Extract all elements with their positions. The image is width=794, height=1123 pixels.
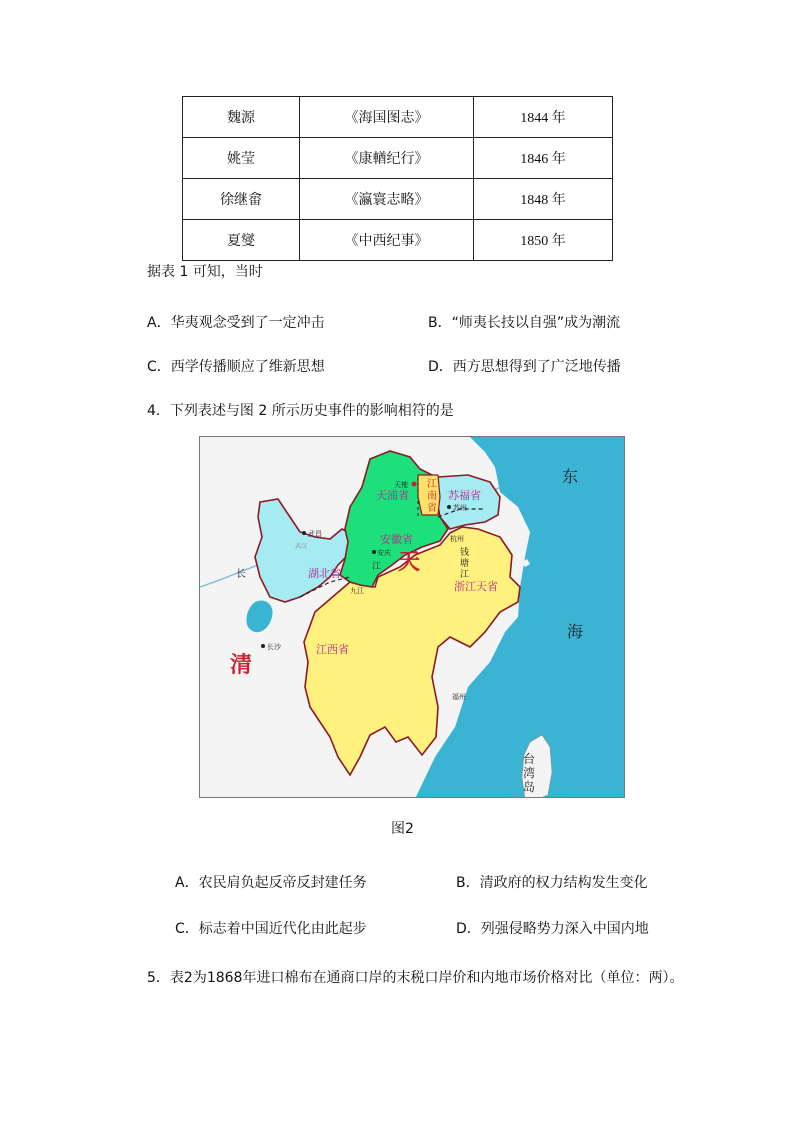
- q4-option-d[interactable]: D．列强侵略势力深入中国内地: [456, 921, 649, 937]
- label-nan: 南: [427, 491, 437, 502]
- figure-caption: 图2: [391, 821, 414, 837]
- label-hubei: 湖北省: [308, 567, 341, 580]
- table-row: [183, 138, 613, 179]
- city-marker: [447, 505, 451, 509]
- label-qian: 钱: [460, 548, 470, 558]
- author-cell: 魏源: [183, 97, 300, 138]
- q3-option-a[interactable]: A．华夷观念受到了一定冲击: [147, 315, 325, 331]
- map-drawing: [200, 437, 625, 798]
- taiping-map: [199, 436, 625, 798]
- book-cell: 《海国图志》: [300, 97, 474, 138]
- label-wan: 湾: [523, 766, 536, 780]
- label-sheng: 省: [427, 503, 437, 514]
- label-fuzhou: 福州: [452, 693, 466, 701]
- label-suzhou: 苏州: [453, 504, 467, 512]
- q4-option-b[interactable]: B．清政府的权力结构发生变化: [456, 875, 648, 891]
- book-cell: 《瀛寰志略》: [300, 179, 474, 220]
- label-jiang2: 江: [460, 570, 470, 580]
- table-1: [182, 96, 613, 261]
- q3-option-d[interactable]: D．西方思想得到了广泛地传播: [428, 359, 621, 375]
- label-dao: 岛: [523, 780, 536, 794]
- year-cell: 1844 年: [474, 97, 613, 138]
- year-cell: 1850 年: [474, 220, 613, 261]
- label-changsha: 长沙: [267, 643, 281, 651]
- label-tang: 塘: [460, 559, 470, 569]
- city-marker: [302, 531, 306, 535]
- label-hangzhou: 杭州: [450, 535, 464, 543]
- q4-option-a[interactable]: A．农民肩负起反帝反封建任务: [175, 875, 367, 891]
- book-cell: 《康輶纪行》: [300, 138, 474, 179]
- year-cell: 1846 年: [474, 138, 613, 179]
- city-marker: [412, 482, 417, 487]
- author-cell: 徐继畲: [183, 179, 300, 220]
- author-cell: 姚莹: [183, 138, 300, 179]
- label-tai: 台: [523, 752, 536, 766]
- label-sufu: 苏福省: [448, 489, 481, 502]
- label-tianpu: 天浦省: [376, 489, 409, 502]
- label-jiangxi: 江西省: [316, 643, 349, 656]
- author-cell: 夏燮: [183, 220, 300, 261]
- label-hai: 海: [567, 622, 584, 641]
- label-jiang-river-mid: 江: [372, 562, 382, 572]
- year-cell: 1848 年: [474, 179, 613, 220]
- label-tianjing: 天榷: [394, 481, 408, 489]
- table-row: [183, 220, 613, 261]
- label-wuhan-small: 武汉: [295, 543, 308, 550]
- label-wuchang: 武昌: [308, 530, 322, 538]
- label-anqing: 安庆: [377, 549, 391, 557]
- label-chang: 长: [236, 569, 246, 580]
- q3-stem: 据表 1 可知，当时: [147, 264, 263, 280]
- label-zhejiang: 浙江天省: [454, 580, 498, 593]
- city-marker: [261, 644, 265, 648]
- book-cell: 《中西纪事》: [300, 220, 474, 261]
- table-row: [183, 97, 613, 138]
- table-row: [183, 179, 613, 220]
- q3-option-b[interactable]: B．“师夷长技以自强”成为潮流: [428, 315, 621, 331]
- label-jiang: 江: [427, 479, 437, 490]
- q4-option-c[interactable]: C．标志着中国近代化由此起步: [175, 921, 367, 937]
- q3-option-c[interactable]: C．西学传播顺应了维新思想: [147, 359, 325, 375]
- q5-stem: 5．表2为1868年进口棉布在通商口岸的末税口岸价和内地市场价格对比（单位：两）。: [147, 970, 684, 986]
- label-qing: 清: [230, 653, 253, 678]
- q4-stem: 4．下列表述与图 2 所示历史事件的影响相符的是: [147, 403, 454, 419]
- label-jiujiang: 九江: [350, 587, 364, 595]
- label-dong: 东: [562, 467, 579, 486]
- label-tian: 天: [398, 550, 421, 575]
- label-anhui: 安徽省: [380, 533, 413, 546]
- city-marker: [372, 550, 376, 554]
